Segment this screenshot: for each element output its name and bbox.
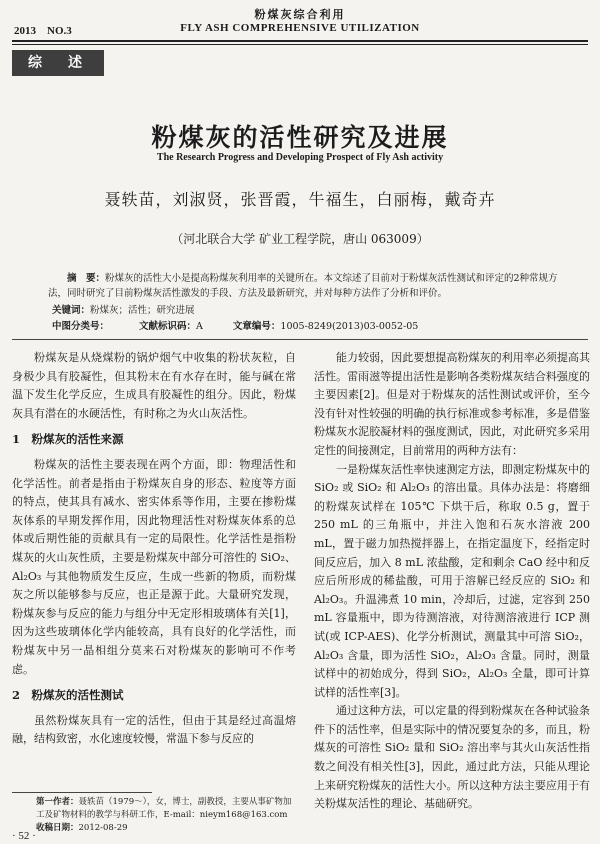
method-one-paragraph: 一是粉煤灰活性率快速测定方法，即测定粉煤灰中的 SiO₂ 或 SiO₂ 和 Al₂O₃ 的溶出量。具体办法是：将磨细的粉煤灰试样在 105℃ 下烘干后，称取 0.5 g，置于 250 mL 的三角瓶中，并注入饱和石灰水溶液 200 mL，置于磁力加热搅拌器上，在指定温度下，经指定时间反应后，加入 8 mL 浓盐酸，定和剩余 CaO 经中和反应后所形成的稀盐酸，可用于溶解已经反应的 SiO₂ 和 Al₂O₃。升温沸煮 10 min，冷却后，过滤，定容到 250 mL 容量瓶中，即为待测溶液，对待测溶液进行 ICP 测试(或 ICP-AES)、化学分析测试，测量其中可溶 SiO₂，Al₂O₃ 含量，即为活性 SiO₂，Al₂O₃ 含量。同时，测量试样中的初始成分，得到 SiO₂，Al₂O₃ 全量，即可计算试样的活性率[3]。 — [314, 462, 590, 699]
abstract-text: 粉煤灰的活性大小是提高粉煤灰利用率的关键所在。本文综述了目前对于粉煤灰活性测试和评定的2种常规方法，同时研究了目前粉煤灰活性激发的手段、方法及最新研究，并对每种方法作了分析和评价。 — [48, 273, 558, 299]
author-list: 聂轶苗，刘淑贤，张晋霞，牛福生，白丽梅，戴奇卉 — [104, 190, 496, 209]
received-date-text: 2012-08-29 — [78, 823, 128, 833]
header-rule-thin — [12, 44, 588, 45]
clc-label: 中图分类号： — [52, 321, 110, 332]
abstract — [48, 271, 566, 301]
affiliation: （河北联合大学 矿业工程学院，唐山 063009） — [171, 232, 429, 246]
doc-code-label: 文献标识码： — [139, 321, 197, 332]
header-rule-thick — [12, 40, 588, 42]
body-column-left — [12, 349, 296, 749]
author-note-text: 聂轶苗（1979～），女，博士，副教授，主要从事矿物加工及矿物材料的教学与科研工作，E-mail：nieym168@163.com — [36, 797, 292, 820]
intro-paragraph: 粉煤灰是从烧煤粉的锅炉烟气中收集的粉状灰粒，自身极少具有胶凝性，但其粉末在有水存在时，能与碱在常温下发生化学反应，生成具有胶凝性的组分。因此，粉煤灰具有潜在的水硬活性，有时称之为火山灰活性。 — [12, 351, 296, 420]
keywords-label: 关键词： — [52, 305, 91, 316]
doc-code-value: A — [196, 321, 203, 332]
meta-divider — [12, 339, 588, 340]
footnote-rule — [12, 792, 152, 793]
author-note-label: 第一作者： — [36, 797, 79, 807]
received-date-label: 收稿日期： — [36, 823, 79, 833]
section-heading-2: 2 粉煤灰的活性测试 — [12, 688, 124, 703]
section-heading-1: 1 粉煤灰的活性来源 — [12, 432, 124, 447]
keywords — [52, 303, 195, 318]
article-number-label: 文章编号： — [232, 321, 281, 332]
issue-number: 2013 NO.3 — [14, 25, 72, 37]
body-column-right — [314, 349, 590, 814]
received-date — [24, 822, 294, 835]
footnote — [24, 796, 294, 835]
section-tag: 综 述 — [12, 50, 104, 76]
article-number-value: 1005-8249(2013)03-0052-05 — [280, 321, 419, 332]
method-analysis-paragraph: 通过这种方法，可以定量的得到粉煤灰在各种试验条件下的活性率，但是实际中的情况要复杂的多，而且，粉煤灰的可溶性 SiO₂ 量和 SiO₂ 溶出率与其火山灰活性指数之间没有相关性[3]，因此，通过此方法，只能从理论上来研究粉煤灰的活性大小。所以这种方法主要应用于有关粉煤灰活性的理论、基础研究。 — [314, 704, 590, 811]
journal-name-cn: 粉煤灰综合利用 — [254, 8, 346, 21]
article-title: 粉煤灰的活性研究及进展 — [151, 123, 449, 152]
article-title-en: The Research Progress and Developing Prospect of Fly Ash activity — [156, 152, 444, 163]
keywords-text: 粉煤灰；活性；研究进展 — [90, 305, 195, 316]
author-note — [24, 796, 294, 822]
journal-name-en: FLY ASH COMPREHENSIVE UTILIZATION — [180, 22, 420, 34]
classification-line — [52, 319, 418, 334]
activity-test-paragraph: 虽然粉煤灰具有一定的活性，但由于其是经过高温熔融，结构致密，水化速度较慢，常温下参与反应的 — [12, 713, 296, 746]
continued-paragraph: 能力较弱，因此要想提高粉煤灰的利用率必须提高其活性。雷雨滋等提出活性是影响各类粉煤灰结合料强度的主要因素[2]。但是对于粉煤灰的活性测试或评价，至今没有针对性较强的明确的执行标准或参考标准，多是借鉴粉煤灰水泥胶凝材料的强度测试，因此，对此研究多采用定性的间接测定，目前常用的两种方法有： — [314, 351, 590, 457]
abstract-label: 摘 要： — [67, 273, 106, 284]
page-number: · 52 · — [12, 830, 36, 842]
activity-source-paragraph: 粉煤灰的活性主要表现在两个方面，即：物理活性和化学活性。前者是指由于粉煤灰自身的形态、粒度等方面的特点，使其具有减水、密实体系等作用，主要在掺粉煤灰体系的早期发挥作用，因此物理活性对粉煤灰体系的总体或后期性能的贡献具有一定的局限性。化学活性是指粉煤灰的火山灰性质，主要是粉煤灰中部分可溶性的 SiO₂、Al₂O₃ 与其他物质发生反应，生成一些新的物质，而粉煤灰之所以能够参与反应，也正是源于此。大量研究发现，粉煤灰参与反应的能力与组分中无定形相玻璃体有关[1]，因为这些玻璃体化学内能较高，具有良好的化学活性，而粉煤灰中另一晶相组分莫来石对粉煤灰的影响可不作考虑。 — [12, 457, 296, 676]
